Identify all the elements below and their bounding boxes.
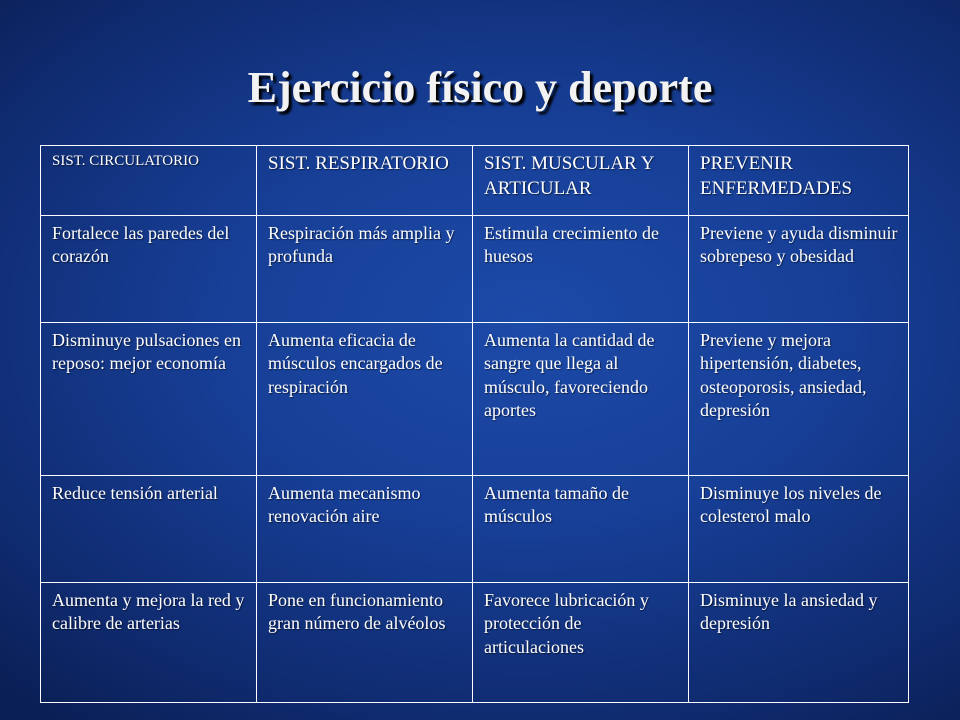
table-row [41,323,909,476]
table-row [41,476,909,583]
table-cell: Estimula crecimiento de huesos [473,216,689,323]
table-cell: Previene y ayuda disminuir sobrepeso y obesidad [689,216,909,323]
table-cell: Aumenta eficacia de músculos encargados de respiración [257,323,473,476]
table-cell: Aumenta la cantidad de sangre que llega al músculo, favoreciendo aportes [473,323,689,476]
table-row [41,216,909,323]
table-cell: Disminuye los niveles de colesterol malo [689,476,909,583]
table-cell: Disminuye la ansiedad y depresión [689,583,909,703]
table-cell: Fortalece las paredes del corazón [41,216,257,323]
table-row [41,583,909,703]
header-muscular-articular: SIST. MUSCULAR Y ARTICULAR [473,146,689,216]
table-cell: Reduce tensión arterial [41,476,257,583]
header-prevenir-enfermedades: PREVENIR ENFERMEDADES [689,146,909,216]
table-cell: Previene y mejora hipertensión, diabetes, osteoporosis, ansiedad, depresión [689,323,909,476]
table-cell: Favorece lubricación y protección de articulaciones [473,583,689,703]
benefits-table-container [40,145,908,702]
table-cell: Respiración más amplia y profunda [257,216,473,323]
table-cell: Aumenta mecanismo renovación aire [257,476,473,583]
table-cell: Aumenta tamaño de músculos [473,476,689,583]
table-cell: Disminuye pulsaciones en reposo: mejor economía [41,323,257,476]
header-respiratorio: SIST. RESPIRATORIO [257,146,473,216]
slide-title: Ejercicio físico y deporte [247,63,713,112]
table-header-row [41,146,909,216]
benefits-table [40,145,909,703]
table-cell: Pone en funcionamiento gran número de alvéolos [257,583,473,703]
table-cell: Aumenta y mejora la red y calibre de arterias [41,583,257,703]
header-circulatorio: SIST. CIRCULATORIO [41,146,257,216]
